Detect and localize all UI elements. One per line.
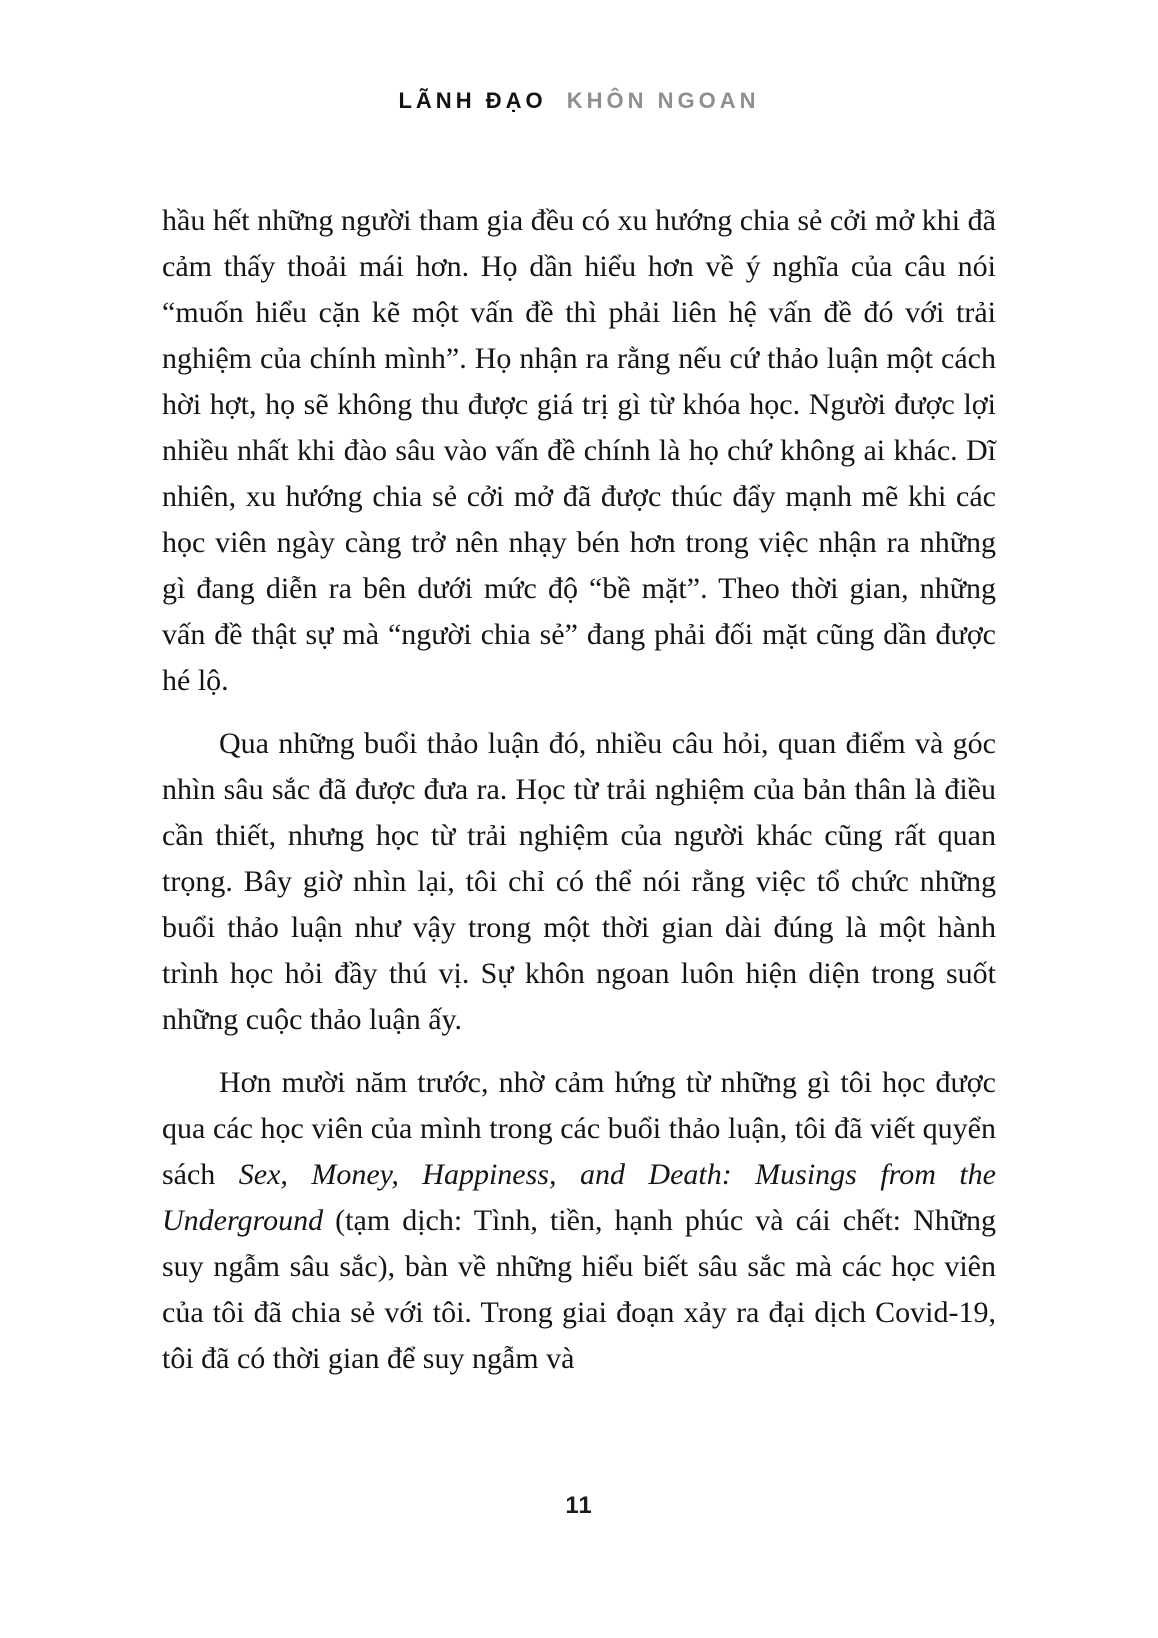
book-title-italic: Sex, Money, Happiness, and Death: Musings from the Underground [162, 1158, 996, 1237]
page-body [162, 198, 996, 1382]
paragraph [162, 198, 996, 704]
paragraph-text: hầu hết những người tham gia đều có xu hướng chia sẻ cởi mở khi đã cảm thấy thoải mái hơn. Họ dần hiểu hơn về ý nghĩa của câu nói “muốn hiểu cặn kẽ một vấn đề thì phải liên hệ vấn đề đó với trải nghiệm của chính mình”. Họ nhận ra rằng nếu cứ thảo luận một cách hời hợt, họ sẽ không thu được giá trị gì từ khóa học. Người được lợi nhiều nhất khi đào sâu vào vấn đề chính là họ chứ không ai khác. Dĩ nhiên, xu hướng chia sẻ cởi mở đã được thúc đẩy mạnh mẽ khi các học viên ngày càng trở nên nhạy bén hơn trong việc nhận ra những gì đang diễn ra bên dưới mức độ “bề mặt”. Theo thời gian, những vấn đề thật sự mà “người chia sẻ” đang phải đối mặt cũng dần được hé lộ. [162, 204, 996, 697]
paragraph [162, 721, 996, 1043]
running-header [0, 88, 1158, 114]
paragraph-text: Hơn mười năm trước, nhờ cảm hứng từ những gì tôi học được qua các học viên của mình trong các buổi thảo luận, tôi đã viết quyển sách [162, 1066, 996, 1191]
paragraph-text: Qua những buổi thảo luận đó, nhiều câu hỏi, quan điểm và góc nhìn sâu sắc đã được đưa ra. Học từ trải nghiệm của bản thân là điều cần thiết, nhưng học từ trải nghiệm của người khác cũng rất quan trọng. Bây giờ nhìn lại, tôi chỉ có thể nói rằng việc tổ chức những buổi thảo luận như vậy trong một thời gian dài đúng là một hành trình học hỏi đầy thú vị. Sự khôn ngoan luôn hiện diện trong suốt những cuộc thảo luận ấy. [162, 727, 996, 1036]
paragraph-text: (tạm dịch: Tình, tiền, hạnh phúc và cái chết: Những suy ngẫm sâu sắc), bàn về những hiểu biết sâu sắc mà các học viên của tôi đã chia sẻ với tôi. Trong giai đoạn xảy ra đại dịch Covid-19, tôi đã có thời gian để suy ngẫm và [162, 1204, 996, 1375]
running-header-title-bold: LÃNH ĐẠO [398, 88, 547, 113]
running-header-title-light: KHÔN NGOAN [566, 88, 760, 113]
paragraph [162, 1060, 996, 1382]
page-number: 11 [565, 1492, 593, 1519]
